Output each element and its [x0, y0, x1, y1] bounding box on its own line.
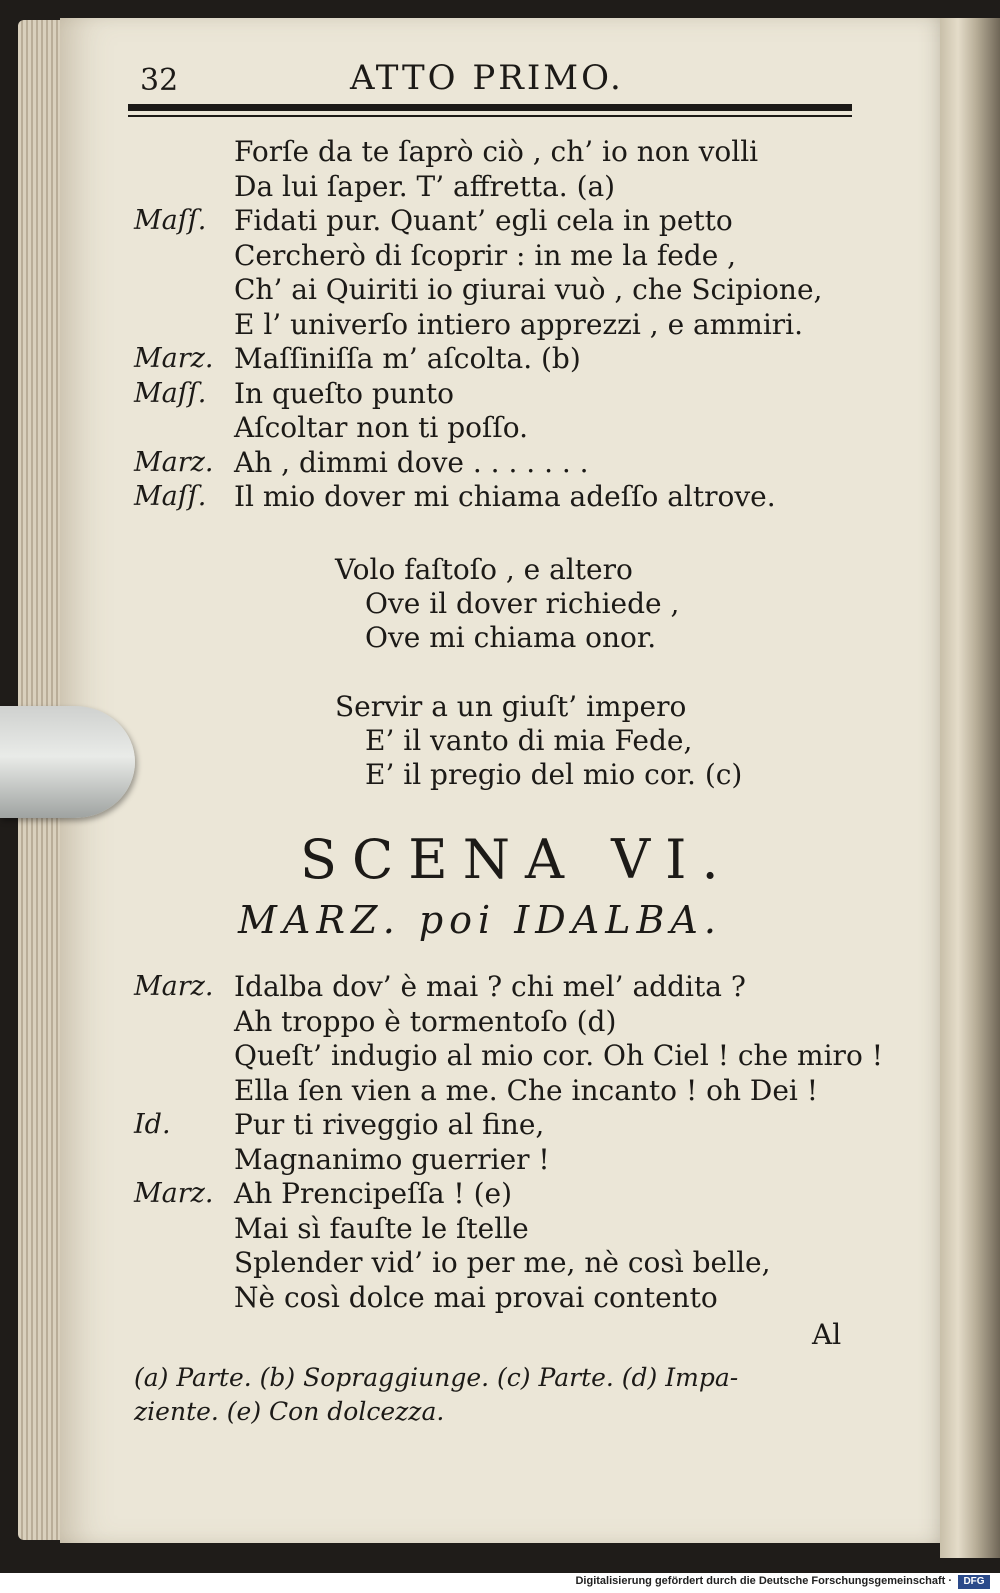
speaker-label: Id. — [134, 1109, 171, 1140]
verse-line: In queſto punto — [234, 376, 454, 410]
verse-line: Fidati pur. Quant’ egli cela in petto — [234, 204, 733, 237]
speaker-label: Marz. — [134, 446, 214, 478]
verse-line: Idalba dov’ è mai ? chi mel’ addita ? — [234, 970, 746, 1003]
speaker-label: Marz. — [134, 1178, 214, 1209]
dfg-logo: DFG — [958, 1575, 990, 1589]
verse-line: Ah , dimmi dove . . . . . . . — [234, 445, 589, 479]
page-number: 32 — [140, 63, 179, 98]
aria-line: E’ il vanto di mia Fede, — [365, 724, 693, 757]
running-title: ATTO PRIMO. — [350, 58, 624, 98]
speaker-label: Marz. — [134, 343, 214, 374]
verse-line: Ch’ ai Quiriti io giurai vuò , che Scipione, — [234, 273, 823, 306]
verse-line: Queſt’ indugio al mio cor. Oh Ciel ! che miro ! — [234, 1039, 883, 1072]
aria-line: Ove mi chiama onor. — [365, 621, 657, 654]
verse-line: Pur ti riveggio al fine, — [234, 1108, 545, 1141]
verse-line: Forſe da te ſaprò ciò , ch’ io non volli — [234, 135, 759, 168]
scene-characters: MARZ. poi IDALBA. — [238, 898, 722, 942]
verse-line: Mai sì fauſte le ſtelle — [234, 1211, 529, 1245]
book-spine — [940, 18, 1000, 1558]
verse-line: Da lui ſaper. T’ affretta. (a) — [234, 169, 616, 203]
aria-line: Ove il dover richiede , — [365, 587, 680, 620]
speaker-label: Maſſ. — [134, 377, 207, 409]
thumb — [0, 706, 135, 818]
verse-line: Nè così dolce mai provai contento — [234, 1280, 718, 1314]
verse-line: Ah troppo è tormentoſo (d) — [234, 1004, 617, 1038]
aria-line: Servir a un giuſt’ impero — [335, 690, 687, 723]
footnote-line: ziente. (e) Con dolcezza. — [134, 1397, 445, 1426]
verse-line: Aſcoltar non ti poſſo. — [234, 411, 529, 444]
speaker-label: Maſſ. — [134, 205, 207, 236]
catchword: Al — [812, 1318, 842, 1351]
aria-line: E’ il pregio del mio cor. (c) — [365, 758, 743, 791]
aria-line: Volo faſtoſo , e altero — [335, 553, 633, 586]
verse-line: Magnanimo guerrier ! — [234, 1142, 550, 1176]
speaker-label: Marz. — [134, 971, 214, 1002]
verse-line: Splender vid’ io per me, nè così belle, — [234, 1246, 771, 1279]
verse-line: E l’ univerſo intiero apprezzi , e ammiri. — [234, 307, 804, 341]
scene-title: SCENA VI. — [300, 828, 734, 891]
verse-line: Il mio dover mi chiama adeſſo altrove. — [234, 480, 776, 513]
verse-line: Maſſiniſſa m’ aſcolta. (b) — [234, 342, 581, 375]
header-rule-thick — [128, 104, 852, 111]
footer-credit: Digitalisierung gefördert durch die Deutsche Forschungsgemeinschaft · — [575, 1575, 952, 1587]
header-rule-thin — [128, 115, 852, 117]
verse-line: Ella ſen vien a me. Che incanto ! oh Dei ! — [234, 1073, 819, 1107]
verse-line: Ah Prencipeſſa ! (e) — [234, 1177, 513, 1210]
verse-line: Cercherò di ſcoprir : in me la fede , — [234, 238, 737, 272]
speaker-label: Maſſ. — [134, 481, 207, 512]
footnote-line: (a) Parte. (b) Sopraggiunge. (c) Parte. (d) Impa- — [134, 1363, 739, 1392]
